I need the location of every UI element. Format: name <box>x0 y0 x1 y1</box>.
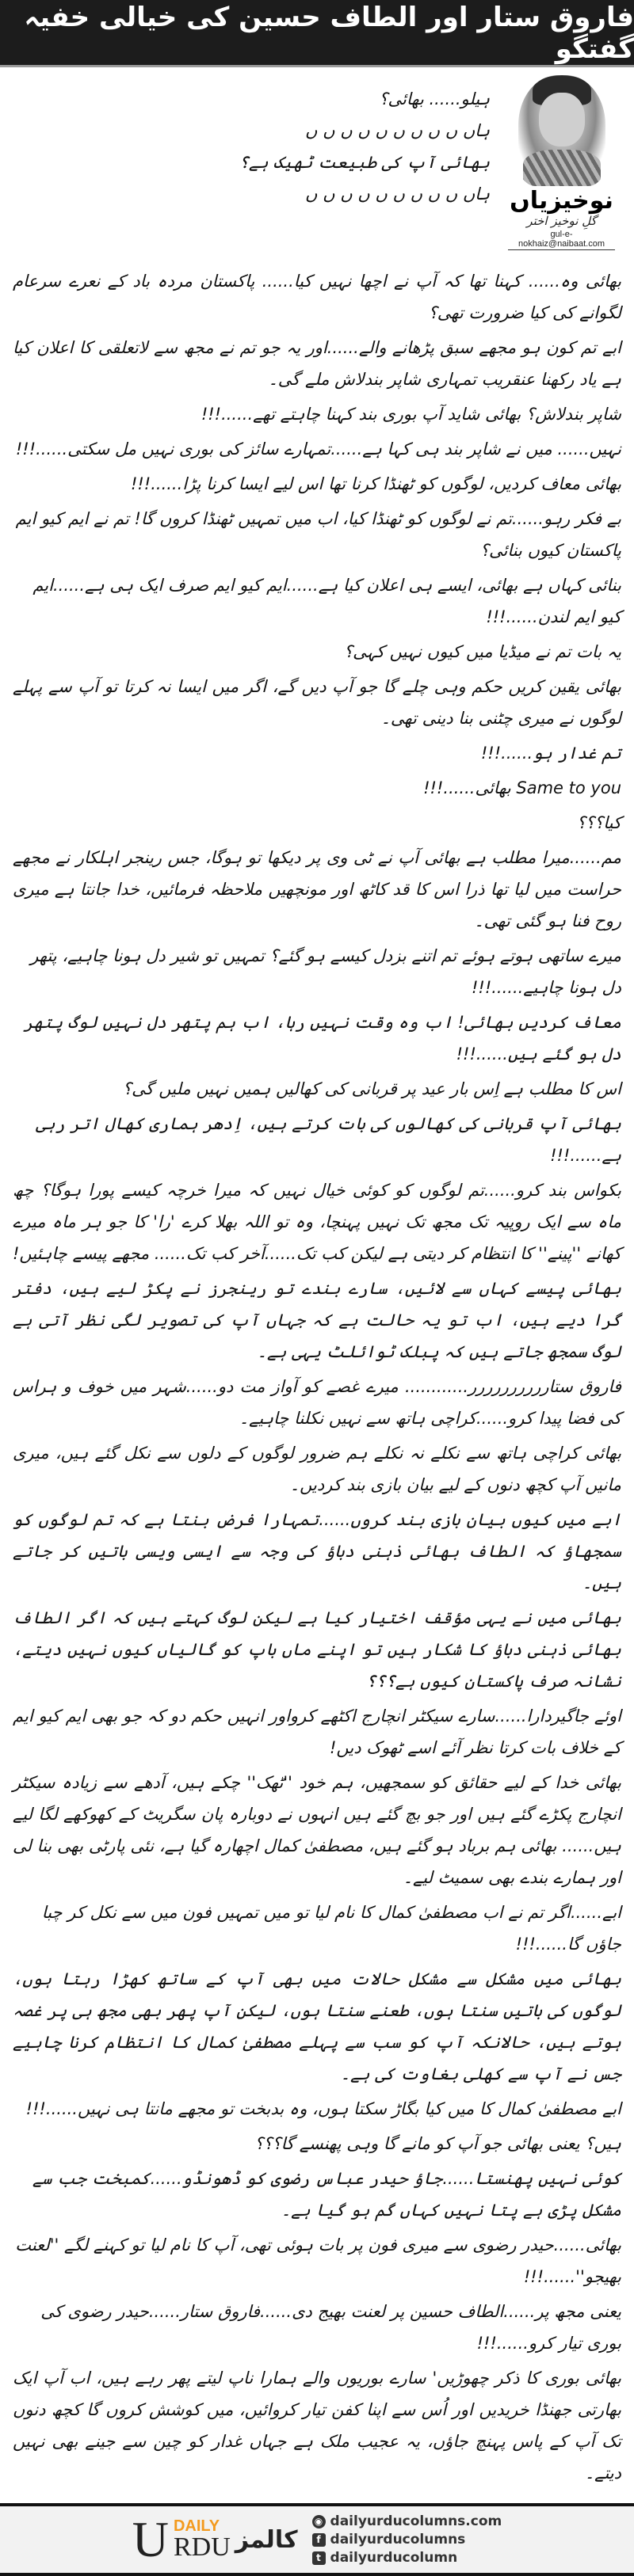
dialogue-line: ابے تم کون ہو مجھے سبق پڑھانے والے......اور یہ جو تم نے مجھ سے لاتعلقی کا اعلان کیا ہے یاد رکھنا عنقریب تمہاری شاپر بندلاش ملے گی۔ <box>13 338 621 389</box>
dialogue-line: شاپر بندلاش؟ بھائی شاید آپ بوری بند کہنا چاہتے تھے......!!! <box>201 405 621 424</box>
dialogue-line: ہیں؟ یعنی بھائی جو آپ کو مانے گا وہی پھنسے گا؟؟؟ <box>254 2134 621 2153</box>
dialogue-line: بھائی آپ کی طبیعت ٹھیک ہے؟ <box>239 153 490 172</box>
social-links <box>312 2513 502 2566</box>
dialogue-line: Same to you بھائی......!!! <box>423 778 621 797</box>
dialogue-line: بھائی وہ...... کہنا تھا کہ آپ نے اچھا نہیں کیا...... پاکستان مردہ باد کے نعرے سرعام لگوانے کی کیا ضرورت تھی؟ <box>13 272 621 322</box>
website-link[interactable] <box>312 2513 502 2529</box>
dialogue-line: اس کا مطلب ہے اِس بار عید پر قربانی کی کھالیں ہمیں نہیں ملیں گی؟ <box>122 1079 621 1098</box>
title-bar <box>0 0 634 67</box>
article <box>0 67 634 2497</box>
dialogue-line: نہیں...... میں نے شاپر بند ہی کہا ہے......تمہارے سائز کی بوری نہیں مل سکتی......!!! <box>15 439 621 459</box>
logo-urdu-text: کالمز <box>235 2525 298 2554</box>
globe-icon: ◉ <box>312 2515 326 2528</box>
dialogue-line: یہ بات تم نے میڈیا میں کیوں نہیں کہی؟ <box>344 642 621 661</box>
column-name: نوخیزیاں <box>510 187 613 215</box>
dialogue-line: معاف کردیں بھائی! اب وہ وقت نہیں رہا، اب ہم پتھر دل نہیں لوگ پتھر دل ہو گئے ہیں......!!! <box>23 1013 621 1064</box>
article-title: فاروق ستار اور الطاف حسین کی خیالی خفیہ گفتگو <box>24 1 634 65</box>
author-email[interactable]: gul-e-nokhaiz@naibaat.com <box>508 230 615 250</box>
logo-daily: DAILY <box>173 2517 220 2535</box>
dialogue-line: ہیلو...... بھائی؟ <box>379 89 490 108</box>
facebook-icon: f <box>312 2533 326 2547</box>
dialogue-line: ابے مصطفیٰ کمال کا میں کیا بگاڑ سکتا ہوں، وہ بدبخت تو مجھے مانتا ہی نہیں......!!! <box>25 2099 621 2118</box>
dialogue-line: کوئی نہیں پھنستا......جاؤ حیدر عباس رضوی کو ڈھونڈو......کمبخت جب سے مشکل پڑی ہے پتا نہیں کہاں گم ہو گیا ہے۔ <box>32 2169 621 2220</box>
dialogue-line: ابے......اگر تم نے اب مصطفیٰ کمال کا نام لیا تو میں تمہیں فون میں سے نکل کر چبا جاؤں گا......!!! <box>41 1903 621 1954</box>
dialogue-line: بھائی......حیدر رضوی سے میری فون پر بات ہوئی تھی، آپ کا نام لیا تو کہنے لگے ''لعنت بھیجو''......!!! <box>15 2235 621 2286</box>
dialogue-line: بکواس بند کرو......تم لوگوں کو کوئی خیال نہیں کہ میرا خرچہ کیسے پورا ہوگا؟ چھ ماہ سے ایک روپیہ تک مجھ تک نہیں پہنچا، وہ تو اللہ بھلا کرے 'را' کا جو ہر ماہ میرے کھانے ''پینے'' کا انتظام کر دیتی ہے لیکن کب تک......آخر کب تک...... مجھے پیسے چاہئیں! <box>13 1181 621 1263</box>
dialogue-line: تم غدار ہو......!!! <box>480 744 621 763</box>
facebook-link[interactable] <box>312 2532 502 2547</box>
dialogue-line: بھائی بوری کا ذکر چھوڑیں' سارے بوریوں والے ہمارا ناپ لیتے پھر رہے ہیں، اب آپ ایک بھارتی جھنڈا خریدیں اور اُس سے اپنا کفن تیار کروائیں، میں کوشش کروں گا کچھ دنوں تک آپ کے پاس پہنچ جاؤں، یہ عجیب ملک ہے جہاں غدار کو چین سے جینے بھی نہیں دیتے۔ <box>13 2369 621 2483</box>
dialogue-line: بھائی آپ قربانی کی کھالوں کی بات کرتے ہیں، اِدھر ہماری کھال اتر رہی ہے......!!! <box>36 1114 621 1165</box>
dialogue-line: میرے ساتھی ہوتے ہوئے تم اتنے بزدل کیسے ہو گئے؟ تمہیں تو شیر دل ہونا چاہیے، پتھر دل ہونا چاہیے......!!! <box>30 946 621 997</box>
dialogue-line: بھائی پیسے کہاں سے لائیں، سارے بندے تو رینجرز نے پکڑ لیے ہیں، دفتر گرا دیے ہیں، اب تو یہ حالت ہے کہ جہاں آپ کی تصویر لگی نظر آتی ہے لوگ سمجھ جاتے ہیں کہ پبلک ٹوائلٹ یہی ہے۔ <box>13 1279 621 1361</box>
intro-lines <box>239 83 490 210</box>
dialogue-line: کیا؟؟؟ <box>576 813 621 832</box>
dialogue-line: بھائی میں نے یہی مؤقف اختیار کیا ہے لیکن لوگ کہتے ہیں کہ اگر الطاف بھائی ذہنی دباؤ کا شکار ہیں تو اپنے ماں باپ کو گالیاں کیوں نہیں دیتے، نشانہ صرف پاکستان کیوں ہے؟؟؟ <box>13 1608 621 1691</box>
dialogue-line: بھائی یقین کریں حکم وہی چلے گا جو آپ دیں گے، اگر میں ایسا نہ کرتا تو آپ سے پہلے لوگوں نے میری چٹنی بنا دینی تھی۔ <box>13 677 621 728</box>
logo-rdu: RDU <box>173 2532 231 2562</box>
daily-urdu-columns-logo[interactable] <box>132 2511 298 2567</box>
dialogue-line: مم......میرا مطلب ہے بھائی آپ نے ٹی وی پر دیکھا تو ہوگا، جس رینجر اہلکار نے مجھے حراست میں لیا تھا ذرا اس کا قد کاٹھ اور مونچھیں ملاحظہ فرمائیں، خدا جانتا ہے میری روح فنا ہو گئی تھی۔ <box>13 848 621 930</box>
twitter-link[interactable] <box>312 2550 502 2566</box>
author-photo <box>518 75 605 186</box>
dialogue-line: بھائی میں مشکل سے مشکل حالات میں بھی آپ کے ساتھ کھڑا رہتا ہوں، لوگوں کی باتیں سنتا ہوں، طعنے سنتا ہوں، لیکن آپ پھر بھی مجھ ہی پر غصہ ہوتے ہیں، حالانکہ آپ کو سب سے پہلے مصطفیٰ کمال کا انتظام کرنا چاہیے جس نے آپ سے کھلی بغاوت کی ہے۔ <box>13 1969 621 2083</box>
dialogue-line: ابے میں کیوں بیان بازی بند کروں......تمہارا فرض بنتا ہے کہ تم لوگوں کو سمجھاؤ کہ الطاف بھائی ذہنی دباؤ کی وجہ سے ایسی ویسی باتیں کر جاتے ہیں۔ <box>13 1510 621 1592</box>
dialogue-line: بنائی کہاں ہے بھائی، ایسے ہی اعلان کیا ہے......ایم کیو ایم صرف ایک ہی ہے......ایم کیو ایم لندن......!!! <box>32 576 621 626</box>
dialogue-line: ہاں ں ں ں ں ں ں ں ں ں <box>305 185 490 204</box>
dialogue-line: یعنی مجھ پر......الطاف حسین پر لعنت بھیج دی......فاروق ستار......حیدر رضوی کی بوری تیار کرو......!!! <box>40 2302 621 2353</box>
dialogue-line: ہاں ں ں ں ں ں ں ں ں ں <box>305 121 490 140</box>
twitter-link-text: dailyurducolumn <box>330 2550 458 2566</box>
website-link-text: dailyurducolumns.com <box>330 2513 502 2529</box>
dialogue-line: بھائی خدا کے لیے حقائق کو سمجھیں، ہم خود ''ٹھک'' چکے ہیں، آدھے سے زیادہ سیکٹر انچارج پکڑے گئے ہیں اور جو بچ گئے ہیں انہوں نے دوبارہ پان سگریٹ کے کھوکھے لگا لیے ہیں...... بھائی ہم برباد ہو گئے ہیں، مصطفیٰ کمال اچھارہ گیا ہے، نئی پارٹی بھی بنا لی اور ہمارے بندے بھی سمیٹ لیے۔ <box>13 1773 621 1887</box>
author-box <box>508 75 615 250</box>
site-footer <box>0 2503 634 2576</box>
dialogue-line: بھائی کراچی ہاتھ سے نکلے نہ نکلے ہم ضرور لوگوں کے دلوں سے نکل گئے ہیں، میری مانیں آپ کچھ دنوں کے لیے بیان بازی بند کردیں۔ <box>13 1444 621 1494</box>
facebook-link-text: dailyurducolumns <box>330 2532 466 2547</box>
logo-letter-u: U <box>132 2511 169 2567</box>
article-body <box>10 265 624 2497</box>
author-name: گلِ نوخیز اختر <box>526 214 597 228</box>
twitter-icon: t <box>312 2551 326 2565</box>
dialogue-line: بے فکر رہو......تم نے لوگوں کو ٹھنڈا کیا، اب میں تمہیں ٹھنڈا کروں گا! تم نے ایم کیو ایم پاکستان کیوں بنائی؟ <box>15 509 621 560</box>
article-intro <box>10 67 624 265</box>
dialogue-line: فاروق ستارررررررررر............ میرے غصے کو آواز مت دو......شہر میں خوف و ہراس کی فضا پیدا کرو......کراچی ہاتھ سے نہیں نکلنا چاہیے۔ <box>13 1377 621 1428</box>
dialogue-line: بھائی معاف کردیں، لوگوں کو ٹھنڈا کرنا تھا اس لیے ایسا کرنا پڑا......!!! <box>130 474 621 493</box>
dialogue-line: اوئے جاگیردارا......سارے سیکٹر انچارج اکٹھے کرواور انہیں حکم دو کہ جو بھی ایم کیو ایم کے خلاف بات کرتا نظر آئے اسے ٹھوک دیں! <box>13 1707 621 1757</box>
